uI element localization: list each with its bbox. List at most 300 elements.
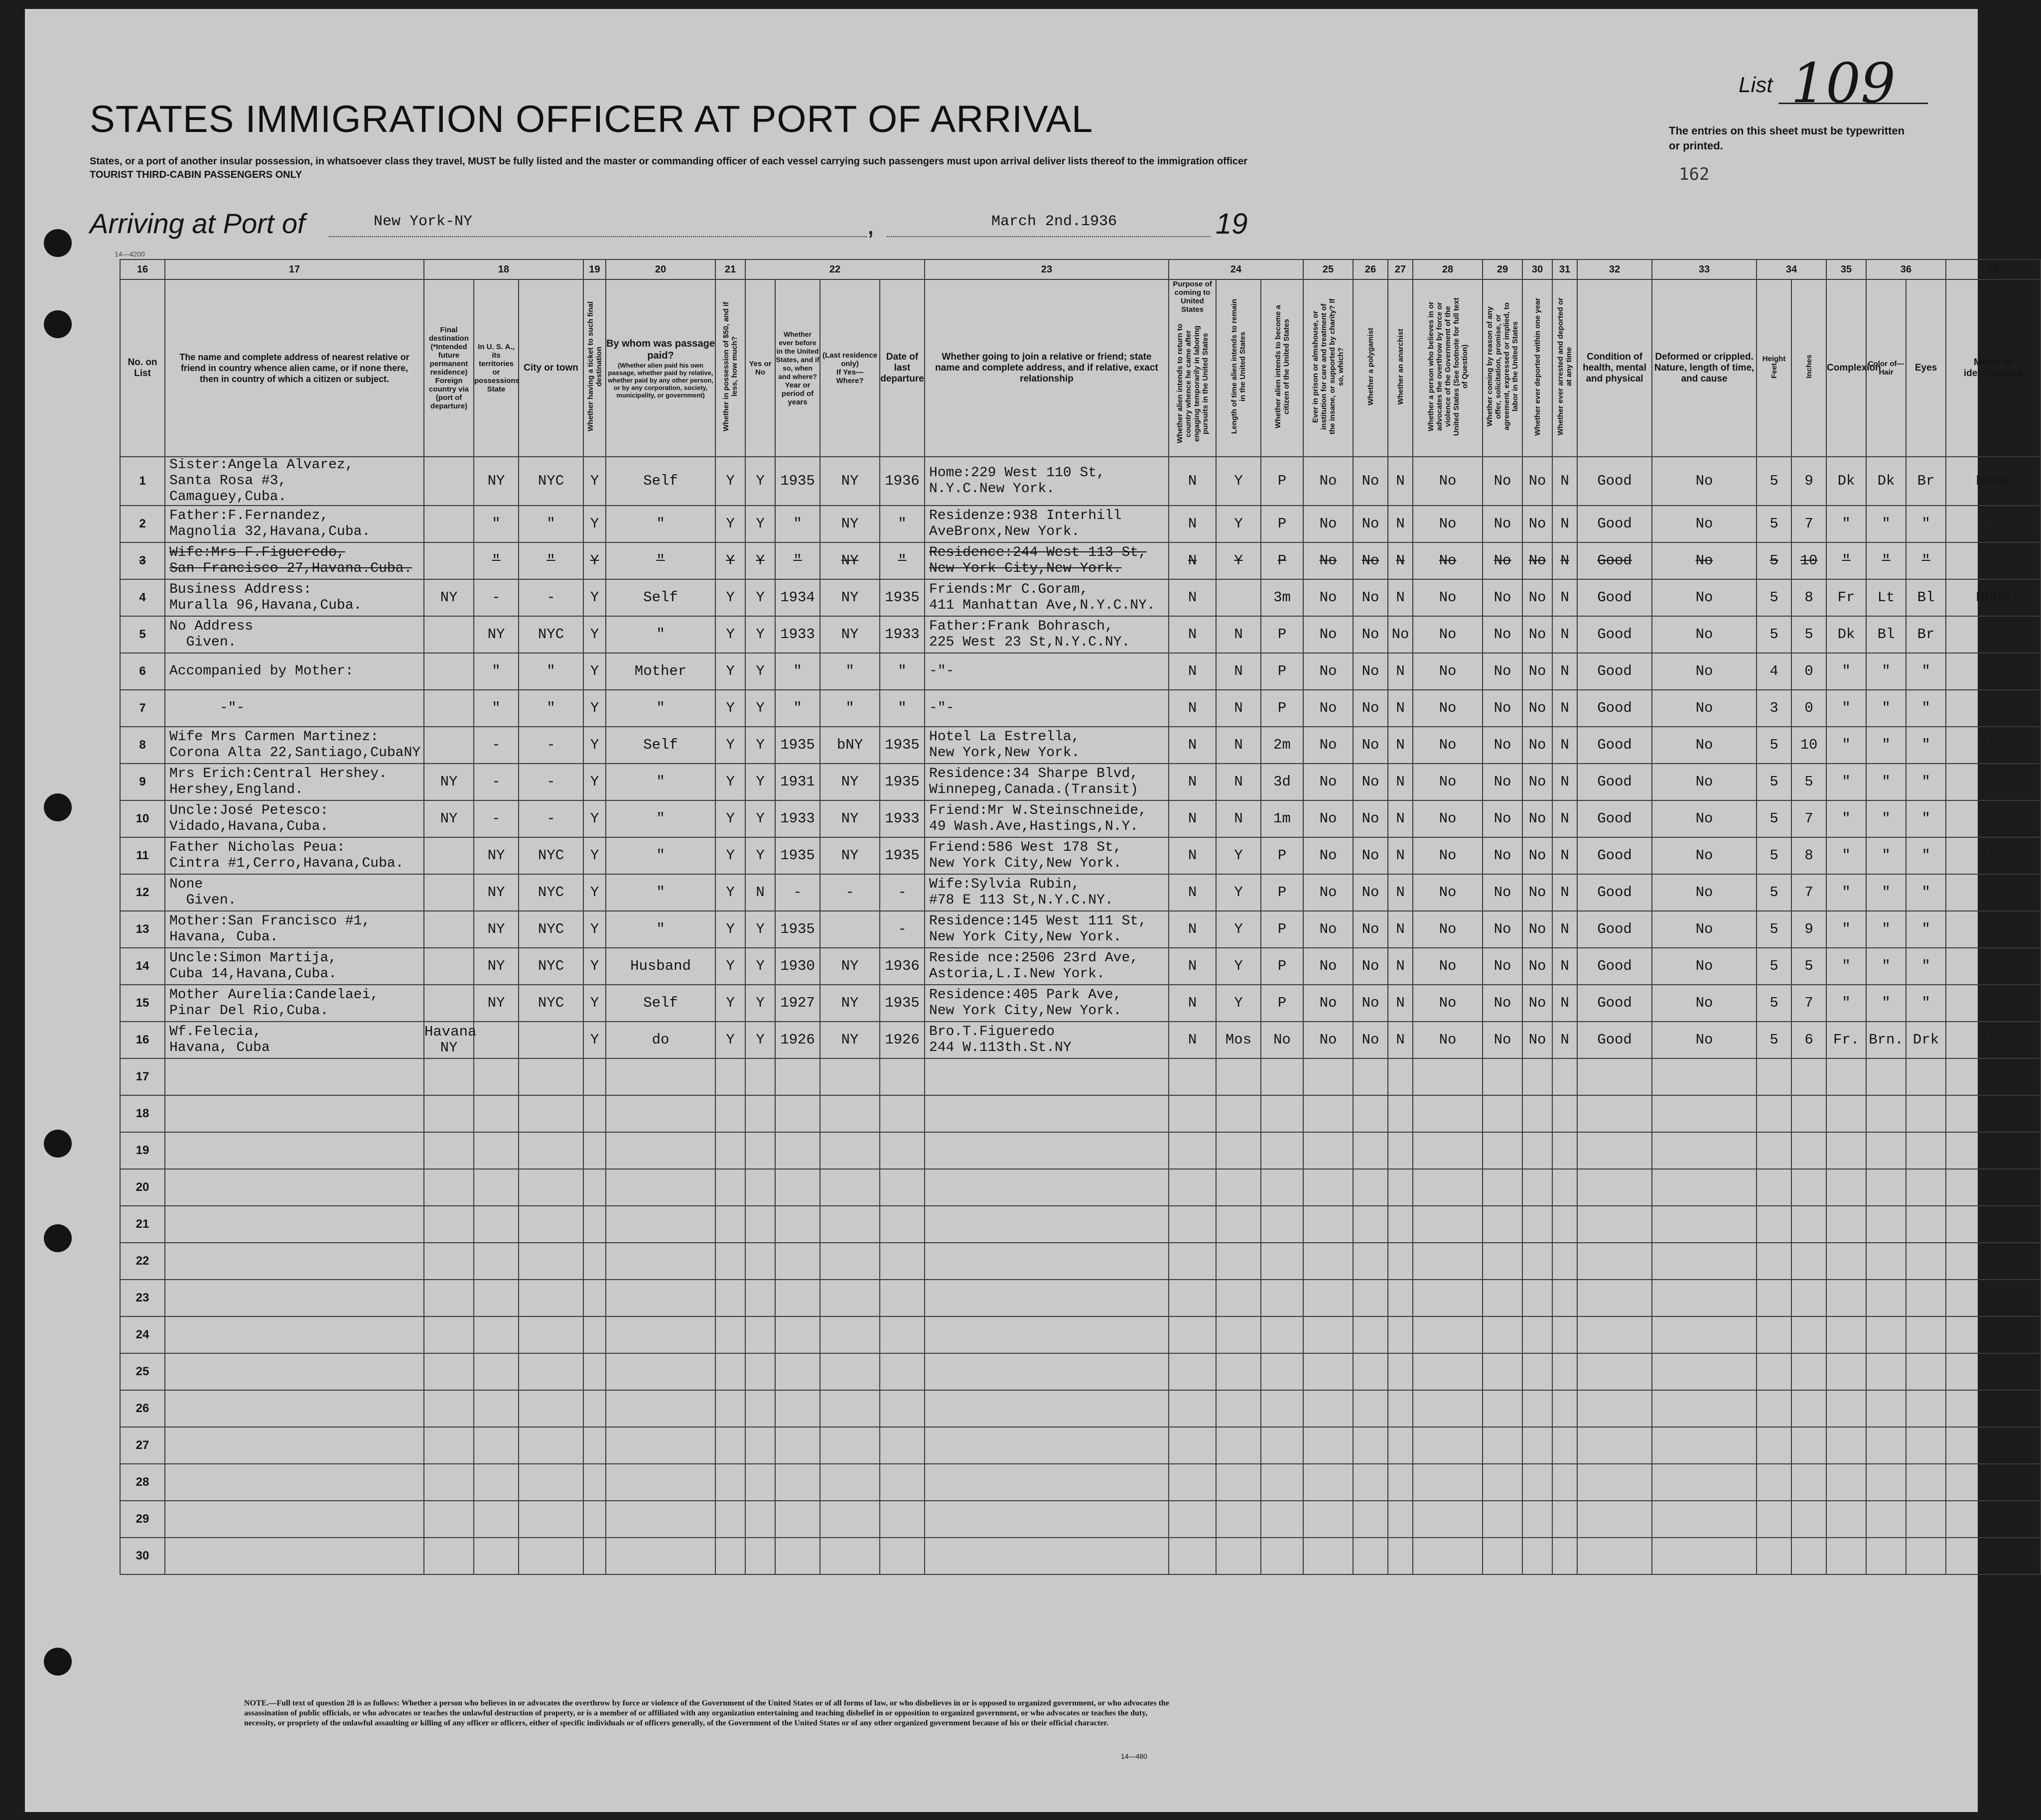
cell-joining: Reside nce:2506 23rd Ave, Astoria,L.I.New York. <box>925 948 1169 985</box>
cell-q28 <box>1413 1280 1483 1316</box>
cell-feet <box>1757 1280 1791 1316</box>
cell-eyes: " <box>1906 764 1946 800</box>
cell-deformed <box>1652 1538 1757 1574</box>
cell-p2 <box>1216 579 1261 616</box>
header-paid-label: By whom was passage paid? <box>606 338 715 361</box>
cell-q26: No <box>1353 948 1388 985</box>
cell-joining <box>925 1427 1169 1464</box>
cell-q31 <box>1552 1169 1577 1206</box>
cell-yes: Y <box>745 542 775 579</box>
cell-rel <box>165 1353 424 1390</box>
cell-health <box>1577 1058 1652 1095</box>
cell-q30 <box>1522 1206 1552 1243</box>
cell-p2 <box>1216 1280 1261 1316</box>
cell-q27: N <box>1388 506 1413 542</box>
cell-q25 <box>1303 1427 1353 1464</box>
cell-q28 <box>1413 1464 1483 1501</box>
cell-no: 15 <box>120 985 165 1022</box>
cell-p3 <box>1261 1353 1303 1390</box>
cell-joining <box>925 1243 1169 1280</box>
cell-health: Good <box>1577 727 1652 764</box>
cell-complexion: " <box>1826 690 1866 727</box>
cell-complexion <box>1826 1316 1866 1353</box>
cell-where: NY <box>820 948 880 985</box>
cell-no: 11 <box>120 837 165 874</box>
cell-feet <box>1757 1353 1791 1390</box>
cell-where <box>820 1464 880 1501</box>
cell-fifty: Y <box>715 764 745 800</box>
cell-hair <box>1866 1501 1906 1538</box>
cell-ticket: Y <box>583 616 606 653</box>
cell-year: 1935 <box>775 837 820 874</box>
cell-complexion <box>1826 1464 1866 1501</box>
cell-marks <box>1946 1206 2041 1243</box>
cell-q28: No <box>1413 653 1483 690</box>
cell-health: Good <box>1577 457 1652 506</box>
header-foreign-country <box>424 279 474 457</box>
cell-fifty: Y <box>715 653 745 690</box>
header-state <box>474 279 519 457</box>
cell-ticket <box>583 1353 606 1390</box>
manifest-table <box>120 259 2041 1575</box>
cell-inches <box>1791 1390 1826 1427</box>
header-purpose: Purpose of coming to United States <box>1173 280 1212 314</box>
col-number: 30 <box>1522 260 1552 279</box>
cell-city: NYC <box>519 457 583 506</box>
cell-joining: Hotel La Estrella, New York,New York. <box>925 727 1169 764</box>
cell-state: " <box>474 506 519 542</box>
cell-year: " <box>775 542 820 579</box>
cell-paid: " <box>606 911 715 948</box>
cell-p1: N <box>1169 837 1216 874</box>
header-q29-label: Whether coming by reason of any offer, solicitation, promise, or agreement, expressed or implied, to labor in the United States <box>1486 302 1520 431</box>
cell-ticket <box>583 1095 606 1132</box>
cell-p2: N <box>1216 616 1261 653</box>
cell-deformed <box>1652 1206 1757 1243</box>
cell-p3: P <box>1261 457 1303 506</box>
cell-p2 <box>1216 1058 1261 1095</box>
cell-feet: 3 <box>1757 690 1791 727</box>
table-row <box>120 457 2041 506</box>
cell-eyes <box>1906 1206 1946 1243</box>
page-title: STATES IMMIGRATION OFFICER AT PORT OF ARRIVAL <box>90 98 1093 140</box>
header-q29 <box>1483 279 1522 457</box>
col-number: 24 <box>1169 260 1303 279</box>
cell-q29: No <box>1483 616 1522 653</box>
cell-feet <box>1757 1427 1791 1464</box>
cell-rel: Father Nicholas Peua: Cintra #1,Cerro,Havana,Cuba. <box>165 837 424 874</box>
cell-feet: 5 <box>1757 985 1791 1022</box>
cell-q25: No <box>1303 837 1353 874</box>
cell-q31: N <box>1552 690 1577 727</box>
cell-rel: Accompanied by Mother: <box>165 653 424 690</box>
cell-p3: P <box>1261 837 1303 874</box>
cell-q29 <box>1483 1206 1522 1243</box>
cell-no: 27 <box>120 1427 165 1464</box>
cell-feet <box>1757 1501 1791 1538</box>
cell-year <box>775 1058 820 1095</box>
date-value: March 2nd.1936 <box>991 213 1117 230</box>
cell-inches: 10 <box>1791 727 1826 764</box>
cell-q29: No <box>1483 764 1522 800</box>
cell-state <box>474 1501 519 1538</box>
col-number: 21 <box>715 260 745 279</box>
cell-p1 <box>1169 1316 1216 1353</box>
cell-inches <box>1791 1243 1826 1280</box>
cell-p3 <box>1261 1169 1303 1206</box>
cell-marks: " <box>1946 764 2041 800</box>
cell-p1: N <box>1169 727 1216 764</box>
cell-fifty <box>715 1280 745 1316</box>
cell-marks <box>1946 1390 2041 1427</box>
header-paid-note: (Whether alien paid his own passage, whether paid by relative, whether paid by any other person, or by any corporation, society, municipality, or government) <box>608 361 713 399</box>
table-row <box>120 1464 2041 1501</box>
cell-q30: No <box>1522 800 1552 837</box>
cell-q31: N <box>1552 948 1577 985</box>
col-number: 29 <box>1483 260 1522 279</box>
cell-where <box>820 1206 880 1243</box>
header-inches <box>1791 279 1826 457</box>
cell-ticket <box>583 1316 606 1353</box>
header-marks: Marks of identification <box>1946 279 2041 457</box>
list-underline <box>1778 103 1928 104</box>
cell-complexion <box>1826 1243 1866 1280</box>
cell-paid <box>606 1390 715 1427</box>
cell-foreign <box>424 1501 474 1538</box>
cell-feet: 5 <box>1757 1022 1791 1058</box>
cell-q25 <box>1303 1280 1353 1316</box>
cell-marks <box>1946 1280 2041 1316</box>
cell-paid <box>606 1169 715 1206</box>
cell-year: 1935 <box>775 457 820 506</box>
cell-p2 <box>1216 1095 1261 1132</box>
cell-feet: 5 <box>1757 542 1791 579</box>
header-ever-before: Whether ever before in the United States, and if so, when and where? <box>776 330 819 381</box>
cell-p1: N <box>1169 616 1216 653</box>
cell-yes <box>745 1501 775 1538</box>
header-in-usa: In U. S. A., its territories or possessions <box>474 343 520 385</box>
header-purpose-b-label: Length of time alien intends to remain in the United States <box>1230 299 1247 434</box>
cell-fifty <box>715 1353 745 1390</box>
cell-depart: " <box>880 542 925 579</box>
cell-q25: No <box>1303 874 1353 911</box>
cell-health: Good <box>1577 764 1652 800</box>
cell-yes <box>745 1427 775 1464</box>
header-where <box>820 279 880 457</box>
cell-q31: N <box>1552 985 1577 1022</box>
cell-no: 3 <box>120 542 165 579</box>
table-row <box>120 1206 2041 1243</box>
cell-complexion: " <box>1826 506 1866 542</box>
cell-inches: 7 <box>1791 985 1826 1022</box>
cell-city: " <box>519 506 583 542</box>
cell-where: " <box>820 690 880 727</box>
cell-p3 <box>1261 1316 1303 1353</box>
cell-eyes: " <box>1906 690 1946 727</box>
cell-q25: No <box>1303 457 1353 506</box>
cell-rel <box>165 1316 424 1353</box>
cell-q27: N <box>1388 764 1413 800</box>
cell-p2 <box>1216 1353 1261 1390</box>
cell-q26: No <box>1353 874 1388 911</box>
cell-inches: 8 <box>1791 579 1826 616</box>
cell-inches <box>1791 1132 1826 1169</box>
cell-hair: Brn. <box>1866 1022 1906 1058</box>
cell-q31: N <box>1552 800 1577 837</box>
cell-where <box>820 1132 880 1169</box>
cell-eyes <box>1906 1353 1946 1390</box>
cell-q26 <box>1353 1058 1388 1095</box>
cell-deformed <box>1652 1132 1757 1169</box>
col-number: 23 <box>925 260 1169 279</box>
col-number: 31 <box>1552 260 1577 279</box>
cell-feet <box>1757 1095 1791 1132</box>
cell-hair: " <box>1866 911 1906 948</box>
cell-paid <box>606 1501 715 1538</box>
cell-hair: " <box>1866 690 1906 727</box>
cell-paid: do <box>606 1022 715 1058</box>
cell-p1 <box>1169 1353 1216 1390</box>
cell-marks: " <box>1946 616 2041 653</box>
cell-hair: " <box>1866 800 1906 837</box>
cell-deformed <box>1652 1243 1757 1280</box>
cell-q29 <box>1483 1280 1522 1316</box>
cell-p3 <box>1261 1538 1303 1574</box>
cell-q29 <box>1483 1501 1522 1538</box>
cell-foreign <box>424 837 474 874</box>
cell-q27 <box>1388 1058 1413 1095</box>
cell-q27: No <box>1388 616 1413 653</box>
cell-joining <box>925 1501 1169 1538</box>
cell-ticket: Y <box>583 579 606 616</box>
cell-yes: Y <box>745 616 775 653</box>
col-number: 27 <box>1388 260 1413 279</box>
col-number: 36 <box>1866 260 1946 279</box>
cell-fifty <box>715 1169 745 1206</box>
header-state-label: State <box>487 385 506 393</box>
cell-q25 <box>1303 1243 1353 1280</box>
cell-q26: No <box>1353 690 1388 727</box>
cell-fifty: Y <box>715 948 745 985</box>
port-value: New York-NY <box>374 213 473 230</box>
header-color-of: Color of— <box>1868 360 1905 368</box>
cell-city <box>519 1058 583 1095</box>
cell-where <box>820 1280 880 1316</box>
header-purpose-b <box>1216 279 1261 457</box>
cell-p2: N <box>1216 690 1261 727</box>
cell-q30: No <box>1522 948 1552 985</box>
cell-state <box>474 1427 519 1464</box>
cell-ticket: Y <box>583 653 606 690</box>
cell-joining: Residence:244 West 113 St, New York City,New York. <box>925 542 1169 579</box>
cell-q26: No <box>1353 800 1388 837</box>
col-number: 22 <box>745 260 925 279</box>
cell-p1: N <box>1169 653 1216 690</box>
cell-health: Good <box>1577 506 1652 542</box>
cell-p1 <box>1169 1464 1216 1501</box>
cell-paid: Mother <box>606 653 715 690</box>
cell-health <box>1577 1501 1652 1538</box>
cell-where <box>820 1316 880 1353</box>
cell-ticket: Y <box>583 948 606 985</box>
cell-fifty <box>715 1501 745 1538</box>
cell-where: - <box>820 874 880 911</box>
cell-p2: Y <box>1216 837 1261 874</box>
cell-q25 <box>1303 1206 1353 1243</box>
footnote: NOTE.—Full text of question 28 is as follows: Whether a person who believes in or advocates the overthrow by force or violence of the Government of the United States or of all forms of law, or who disbelieves in or is opposed to organized government, or who advocates the assassination of public officials, or who advocates or teaches the unlawful destruction of property, or is a member of or affiliated with any organization entertaining and teaching disbelief in or opposition to organized government, or who advocates or teaches the duty, necessity, or propriety of the unlawful assaulting or killing of any officer or officers, either of specific individuals or of officers generally, of the Government of the United States or of any other organized government because of his or their official character. <box>244 1699 1169 1727</box>
cell-ticket <box>583 1464 606 1501</box>
cell-yes: Y <box>745 506 775 542</box>
cell-p1: N <box>1169 911 1216 948</box>
cell-q31: N <box>1552 911 1577 948</box>
cell-q25: No <box>1303 727 1353 764</box>
cell-where <box>820 1501 880 1538</box>
cell-yes <box>745 1206 775 1243</box>
cell-city <box>519 1390 583 1427</box>
cell-feet <box>1757 1316 1791 1353</box>
cell-health: Good <box>1577 579 1652 616</box>
cell-marks <box>1946 1132 2041 1169</box>
table-row <box>120 1316 2041 1353</box>
cell-q30 <box>1522 1353 1552 1390</box>
cell-rel: Uncle:José Petesco: Vidado,Havana,Cuba. <box>165 800 424 837</box>
cell-joining <box>925 1316 1169 1353</box>
cell-deformed: No <box>1652 985 1757 1022</box>
table-row <box>120 1243 2041 1280</box>
cell-q25 <box>1303 1316 1353 1353</box>
cell-paid: " <box>606 837 715 874</box>
cell-q31 <box>1552 1353 1577 1390</box>
cell-no: 6 <box>120 653 165 690</box>
cell-no: 1 <box>120 457 165 506</box>
cell-q29: No <box>1483 542 1522 579</box>
cell-deformed: No <box>1652 764 1757 800</box>
cell-q30: No <box>1522 727 1552 764</box>
cell-complexion <box>1826 1095 1866 1132</box>
cell-joining: Residence:145 West 111 St, New York City,New York. <box>925 911 1169 948</box>
cell-q31 <box>1552 1280 1577 1316</box>
cell-p1 <box>1169 1243 1216 1280</box>
cell-depart <box>880 1427 925 1464</box>
cell-no: 14 <box>120 948 165 985</box>
cell-year <box>775 1280 820 1316</box>
cell-yes <box>745 1390 775 1427</box>
cell-rel: -"- <box>165 690 424 727</box>
cell-paid: " <box>606 800 715 837</box>
cell-eyes <box>1906 1169 1946 1206</box>
col-number: 17 <box>165 260 424 279</box>
cell-q25 <box>1303 1464 1353 1501</box>
col-number: 33 <box>1652 260 1757 279</box>
cell-depart <box>880 1316 925 1353</box>
cell-health <box>1577 1390 1652 1427</box>
cell-eyes: " <box>1906 800 1946 837</box>
binder-hole <box>44 310 72 338</box>
cell-marks <box>1946 1427 2041 1464</box>
cell-ticket <box>583 1501 606 1538</box>
table-row <box>120 1501 2041 1538</box>
cell-city <box>519 1132 583 1169</box>
cell-joining: Residence:34 Sharpe Blvd, Winnepeg,Canada.(Transit) <box>925 764 1169 800</box>
cell-complexion <box>1826 1058 1866 1095</box>
cell-state: " <box>474 653 519 690</box>
col-number: 35 <box>1826 260 1866 279</box>
cell-q25: No <box>1303 506 1353 542</box>
cell-marks: " <box>1946 800 2041 837</box>
cell-hair <box>1866 1316 1906 1353</box>
cell-p1 <box>1169 1390 1216 1427</box>
cell-q26: No <box>1353 616 1388 653</box>
header-last-departure: Date of last departure <box>880 279 925 457</box>
cell-feet: 5 <box>1757 727 1791 764</box>
separator: , <box>867 209 875 240</box>
cell-q30 <box>1522 1058 1552 1095</box>
cell-paid <box>606 1464 715 1501</box>
cell-year: 1926 <box>775 1022 820 1058</box>
cell-year <box>775 1316 820 1353</box>
cell-q30: No <box>1522 764 1552 800</box>
cell-rel: Wife:Mrs F.Figueredo, San Francisco 27,Havana.Cuba. <box>165 542 424 579</box>
cell-paid <box>606 1280 715 1316</box>
cell-yes <box>745 1132 775 1169</box>
cell-joining <box>925 1206 1169 1243</box>
cell-marks <box>1946 1095 2041 1132</box>
cell-depart <box>880 1058 925 1095</box>
cell-depart <box>880 1206 925 1243</box>
cell-state <box>474 1169 519 1206</box>
cell-feet <box>1757 1206 1791 1243</box>
cell-state: NY <box>474 616 519 653</box>
cell-marks: " <box>1946 506 2041 542</box>
cell-yes: Y <box>745 911 775 948</box>
cell-q27: N <box>1388 911 1413 948</box>
cell-complexion: " <box>1826 764 1866 800</box>
cell-p2 <box>1216 1169 1261 1206</box>
cell-foreign <box>424 506 474 542</box>
cell-ticket: Y <box>583 727 606 764</box>
cell-joining: Friends:Mr C.Goram, 411 Manhattan Ave,N.Y.C.NY. <box>925 579 1169 616</box>
cell-p2: N <box>1216 727 1261 764</box>
cell-depart <box>880 1243 925 1280</box>
cell-q25 <box>1303 1390 1353 1427</box>
cell-paid <box>606 1132 715 1169</box>
cell-health: Good <box>1577 874 1652 911</box>
cell-q27 <box>1388 1169 1413 1206</box>
cell-depart <box>880 1353 925 1390</box>
cell-p3 <box>1261 1280 1303 1316</box>
cell-ticket <box>583 1280 606 1316</box>
cell-city: NYC <box>519 874 583 911</box>
cell-q28: No <box>1413 690 1483 727</box>
cell-q25: No <box>1303 579 1353 616</box>
cell-q28: No <box>1413 911 1483 948</box>
cell-deformed: No <box>1652 837 1757 874</box>
cell-ticket: Y <box>583 690 606 727</box>
cell-q30 <box>1522 1280 1552 1316</box>
cell-q29: No <box>1483 653 1522 690</box>
table-row <box>120 874 2041 911</box>
cell-eyes: " <box>1906 874 1946 911</box>
cell-where: NY <box>820 764 880 800</box>
cell-eyes <box>1906 1501 1946 1538</box>
cell-q26: No <box>1353 911 1388 948</box>
cell-ticket: Y <box>583 506 606 542</box>
cell-q25 <box>1303 1538 1353 1574</box>
header-prison <box>1303 279 1353 457</box>
cell-p1: N <box>1169 800 1216 837</box>
cell-no: 12 <box>120 874 165 911</box>
cell-yes <box>745 1538 775 1574</box>
